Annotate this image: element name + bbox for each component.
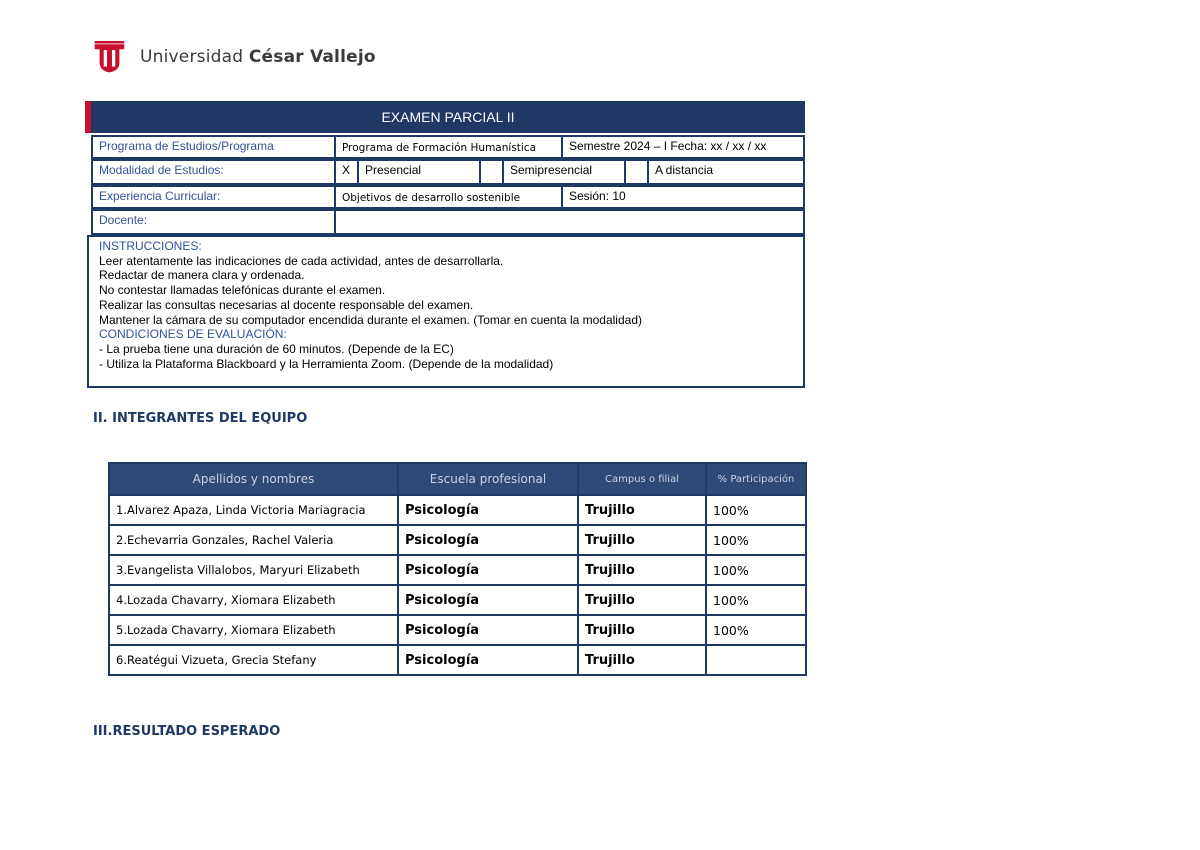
modalidad-semipresencial: Semipresencial bbox=[502, 159, 626, 185]
member-participation: 100% bbox=[706, 495, 806, 525]
instruction-item: Realizar las consultas necesarias al docente responsable del examen. bbox=[99, 297, 474, 312]
table-header-row bbox=[109, 463, 806, 495]
section-title: RESULTADO ESPERADO bbox=[112, 724, 281, 739]
instruction-item: No contestar llamadas telefónicas durante el examen. bbox=[99, 283, 386, 298]
table-row bbox=[109, 525, 806, 555]
member-participation: 100% bbox=[706, 555, 806, 585]
modalidad-presencial: Presencial bbox=[357, 159, 481, 185]
column-header-escuela: Escuela profesional bbox=[398, 463, 578, 495]
experiencia-value: Objetivos de desarrollo sostenible bbox=[334, 185, 563, 209]
section-number: II. bbox=[93, 411, 108, 426]
instructions-title: INSTRUCCIONES: bbox=[99, 239, 202, 253]
table-row bbox=[109, 585, 806, 615]
column-header-campus: Campus o filial bbox=[578, 463, 706, 495]
instruction-item: Leer atentamente las indicaciones de cada actividad, antes de desarrollarla. bbox=[99, 253, 504, 268]
member-campus: Trujillo bbox=[578, 645, 706, 675]
member-name: 6.Reatégui Vizueta, Grecia Stefany bbox=[109, 645, 398, 675]
member-participation: 100% bbox=[706, 525, 806, 555]
university-name-bold: César Vallejo bbox=[248, 47, 376, 67]
programa-value: Programa de Formación Humanística bbox=[334, 135, 563, 159]
member-school: Psicología bbox=[398, 495, 578, 525]
member-campus: Trujillo bbox=[578, 525, 706, 555]
member-name: 5.Lozada Chavarry, Xiomara Elizabeth bbox=[109, 615, 398, 645]
section-heading-integrantes bbox=[93, 411, 307, 426]
condition-item: - La prueba tiene una duración de 60 minutos. (Depende de la EC) bbox=[99, 341, 454, 356]
modalidad-semipresencial-checkbox[interactable] bbox=[479, 159, 504, 185]
experiencia-label: Experiencia Curricular: bbox=[91, 185, 336, 209]
docente-label: Docente: bbox=[91, 209, 336, 235]
member-name: 2.Echevarria Gonzales, Rachel Valeria bbox=[109, 525, 398, 555]
sesion: Sesión: 10 bbox=[561, 185, 805, 209]
column-header-participacion: % Participación bbox=[706, 463, 806, 495]
table-row bbox=[109, 555, 806, 585]
team-members-table bbox=[108, 462, 807, 676]
conditions-title: CONDICIONES DE EVALUACIÓN: bbox=[99, 327, 287, 342]
section-number: III. bbox=[93, 724, 113, 739]
modalidad-distancia-checkbox[interactable] bbox=[624, 159, 649, 185]
member-campus: Trujillo bbox=[578, 615, 706, 645]
instructions-box bbox=[87, 235, 805, 388]
instruction-item: Redactar de manera clara y ordenada. bbox=[99, 268, 305, 283]
table-row bbox=[109, 615, 806, 645]
section-heading-resultado bbox=[93, 724, 280, 739]
modalidad-presencial-checkbox[interactable]: X bbox=[334, 159, 359, 185]
member-participation: 100% bbox=[706, 585, 806, 615]
university-logo bbox=[93, 40, 376, 74]
member-campus: Trujillo bbox=[578, 495, 706, 525]
exam-info-block bbox=[85, 101, 805, 388]
university-name-regular: Universidad bbox=[140, 47, 244, 67]
member-school: Psicología bbox=[398, 555, 578, 585]
member-participation bbox=[706, 645, 806, 675]
table-row bbox=[109, 645, 806, 675]
condition-item: - Utiliza la Plataforma Blackboard y la Herramienta Zoom. (Depende de la modalidad) bbox=[99, 356, 554, 371]
member-school: Psicología bbox=[398, 615, 578, 645]
section-title: INTEGRANTES DEL EQUIPO bbox=[112, 411, 308, 426]
programa-label: Programa de Estudios/Programa bbox=[91, 135, 336, 159]
instruction-item: Mantener la cámara de su computador encendida durante el examen. (Tomar en cuenta la modalidad) bbox=[99, 312, 642, 327]
member-school: Psicología bbox=[398, 645, 578, 675]
member-name: 4.Lozada Chavarry, Xiomara Elizabeth bbox=[109, 585, 398, 615]
member-participation: 100% bbox=[706, 615, 806, 645]
column-header-nombres: Apellidos y nombres bbox=[109, 463, 398, 495]
modalidad-distancia: A distancia bbox=[647, 159, 805, 185]
member-name: 1.Alvarez Apaza, Linda Victoria Mariagracia bbox=[109, 495, 398, 525]
member-campus: Trujillo bbox=[578, 555, 706, 585]
university-name bbox=[140, 47, 376, 67]
semestre-fecha: Semestre 2024 – I Fecha: xx / xx / xx bbox=[561, 135, 805, 159]
exam-title: EXAMEN PARCIAL II bbox=[91, 101, 805, 133]
modalidad-label: Modalidad de Estudios: bbox=[91, 159, 336, 185]
ucv-shield-icon bbox=[93, 41, 126, 74]
table-row bbox=[109, 495, 806, 525]
member-school: Psicología bbox=[398, 585, 578, 615]
member-name: 3.Evangelista Villalobos, Maryuri Elizabeth bbox=[109, 555, 398, 585]
docente-value[interactable] bbox=[334, 209, 805, 235]
member-campus: Trujillo bbox=[578, 585, 706, 615]
member-school: Psicología bbox=[398, 525, 578, 555]
